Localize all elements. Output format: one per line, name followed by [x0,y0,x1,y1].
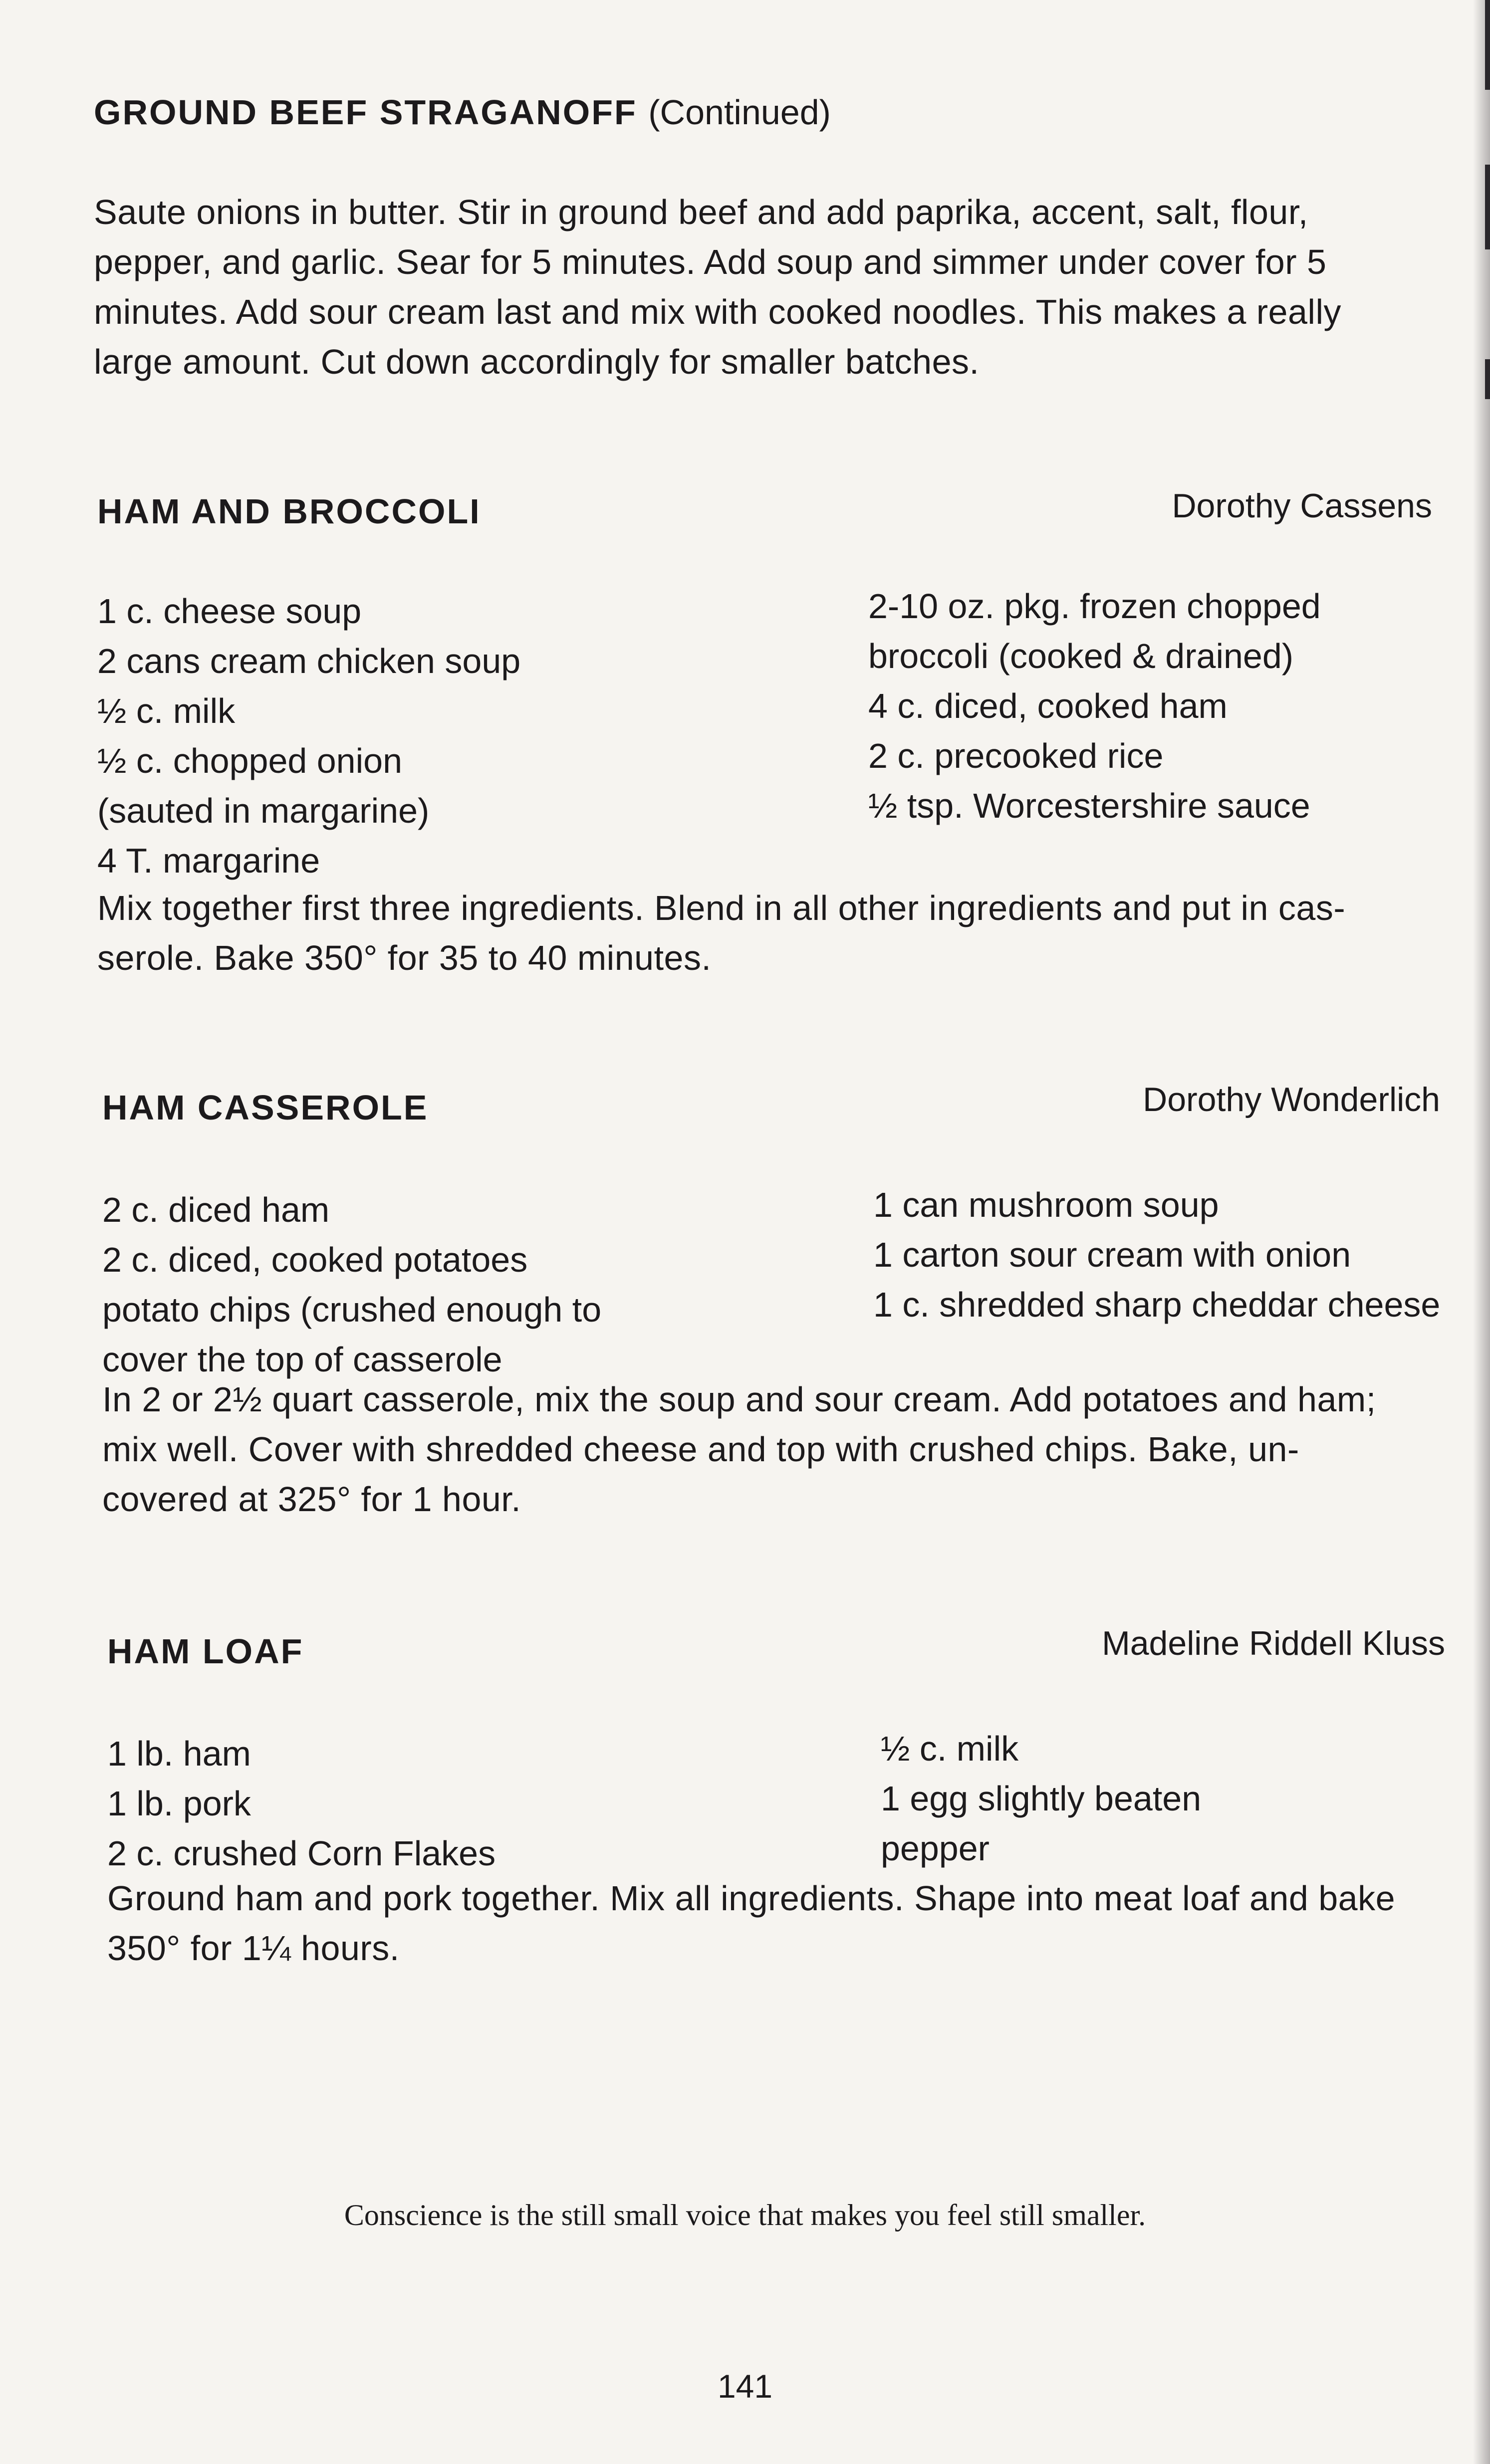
page-edge-mark [1485,359,1490,399]
ingredient-item: 1 carton sour cream with onion [873,1235,1351,1274]
ham-loaf-directions [107,1873,1455,1973]
direction-line: Ground ham and pork together. Mix all ingredients. Shape into meat loaf and bake [107,1879,1396,1918]
ham-casserole-directions [102,1374,1450,1524]
ingredients-left [97,586,520,886]
ingredient-item: ½ c. milk [881,1729,1019,1768]
direction-line: Saute onions in butter. Stir in ground beef and add paprika, accent, salt, flour, [94,193,1308,231]
recipe-title-stroganoff [94,92,831,132]
direction-line: serole. Bake 350° for 35 to 40 minutes. [97,938,712,977]
ingredient-item: 2 cans cream chicken soup [97,642,521,680]
ingredients-right [881,1724,1201,1873]
ingredient-item: 2 c. diced, cooked potatoes [102,1240,528,1279]
ingredient-item: 1 can mushroom soup [873,1185,1219,1224]
recipe-title-text: GROUND BEEF STRAGANOFF [94,93,637,132]
direction-line: minutes. Add sour cream last and mix with cooked noodles. This makes a really [94,292,1342,331]
ingredient-item: broccoli (cooked & drained) [868,637,1294,675]
recipe-author: Dorothy Wonderlich [1143,1081,1440,1119]
ingredient-item: 2 c. precooked rice [868,736,1164,775]
ingredient-item: 1 lb. ham [107,1734,251,1773]
ingredient-item: ½ tsp. Worcestershire sauce [868,786,1310,825]
direction-line: covered at 325° for 1 hour. [102,1480,521,1519]
direction-line: In 2 or 2½ quart casserole, mix the soup and sour cream. Add potatoes and ham; [102,1380,1376,1419]
ingredient-item: 2 c. diced ham [102,1190,330,1229]
page-edge-mark [1485,165,1490,249]
ingredient-item: 4 c. diced, cooked ham [868,686,1228,725]
ingredient-item: (sauted in margarine) [97,791,430,830]
ingredients-right [873,1180,1440,1330]
recipe-title-ham-casserole: HAM CASSEROLE [102,1088,429,1127]
recipe-title-ham-and-broccoli: HAM AND BROCCOLI [97,492,481,531]
page-edge-mark [1485,0,1490,90]
direction-line: large amount. Cut down accordingly for smaller batches. [94,342,980,381]
ingredient-item: 1 c. shredded sharp cheddar cheese [873,1285,1441,1324]
recipe-author: Dorothy Cassens [1172,487,1432,525]
direction-line: pepper, and garlic. Sear for 5 minutes. Add soup and simmer under cover for 5 [94,242,1327,281]
ingredient-item: ½ c. chopped onion [97,741,403,780]
ham-broccoli-directions [97,883,1445,983]
ingredient-item: cover the top of casserole [102,1340,502,1379]
ingredient-item: ½ c. milk [97,691,236,730]
ingredient-item: pepper [881,1829,990,1868]
ingredient-item: 1 egg slightly beaten [881,1779,1202,1818]
footer-quote: Conscience is the still small voice that makes you feel still smaller. [344,2199,1146,2232]
direction-line: Mix together first three ingredients. Blend in all other ingredients and put in cas- [97,889,1346,927]
ingredient-item: 4 T. margarine [97,841,320,880]
page-number: 141 [717,2368,773,2405]
direction-line: mix well. Cover with shredded cheese and top with crushed chips. Bake, un- [102,1430,1299,1469]
direction-line: 350° for 1¼ hours. [107,1929,400,1968]
ingredients-left [107,1729,496,1878]
stroganoff-directions [94,187,1441,387]
ingredient-item: 2 c. crushed Corn Flakes [107,1834,496,1873]
ingredients-right [868,581,1321,831]
ingredient-item: potato chips (crushed enough to [102,1290,602,1329]
continued-label: (Continued) [648,93,831,132]
recipe-author: Madeline Riddell Kluss [1102,1624,1445,1662]
recipe-title-ham-loaf: HAM LOAF [107,1632,304,1671]
ingredients-left [102,1185,601,1384]
ingredient-item: 1 lb. pork [107,1784,251,1823]
ingredient-item: 1 c. cheese soup [97,592,362,631]
ingredient-item: 2-10 oz. pkg. frozen chopped [868,587,1321,626]
